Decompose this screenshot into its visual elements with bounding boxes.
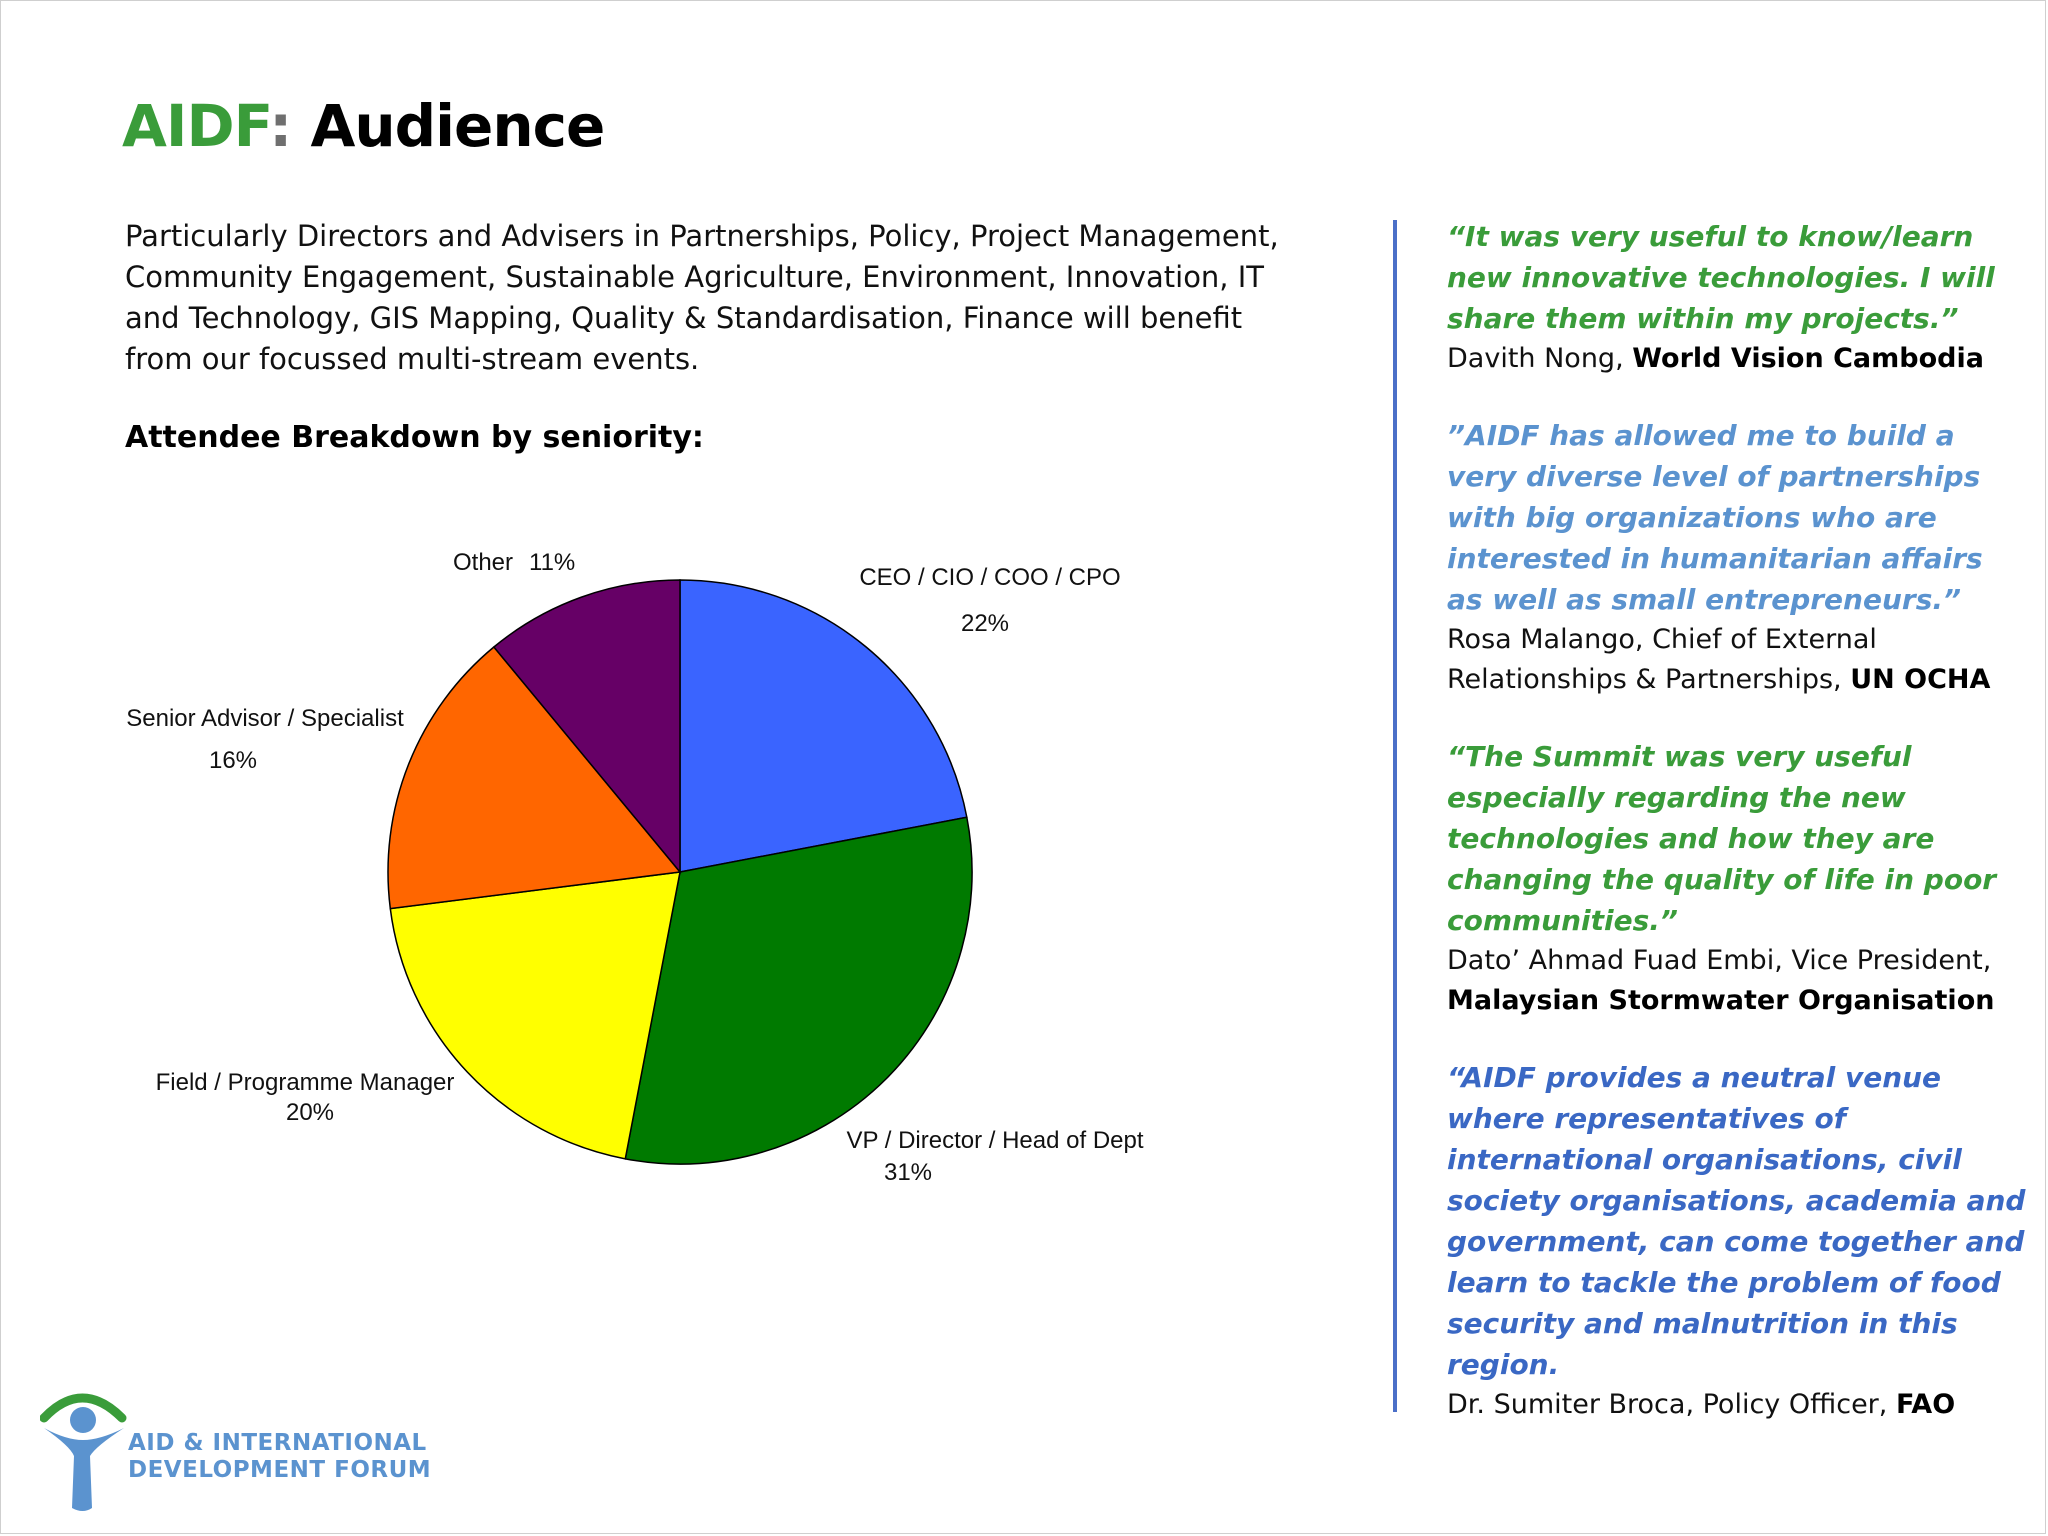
title-rest: Audience: [291, 92, 605, 160]
pie-category-label: CEO / CIO / COO / CPO: [859, 564, 1121, 591]
quote-text: ”AIDF has allowed me to build a very diverse level of partnerships with big organizations who are interested in humanitarian affairs as well as small entrepreneurs.”: [1447, 419, 1983, 616]
quote-attribution: [1447, 339, 2027, 379]
quote-organisation: FAO: [1895, 1389, 1956, 1420]
quote-organisation: UN OCHA: [1850, 664, 1991, 695]
quote-block: [1447, 736, 2027, 1021]
quote-attribution: [1447, 941, 2027, 1021]
pie-value-label: 16%: [208, 747, 258, 774]
pie-value-label: 31%: [883, 1159, 933, 1186]
logo-line-2: DEVELOPMENT FORUM: [128, 1457, 432, 1483]
title-colon: :: [269, 92, 292, 160]
quote-person: Davith Nong,: [1447, 343, 1633, 374]
aidf-logo: [40, 1384, 440, 1514]
quote-text: “AIDF provides a neutral venue where representatives of international organisations, civil society organisations, academia and government, can come together and learn to tackle the problem of food security and malnutrition in this region.: [1447, 1061, 2026, 1381]
quote-block: [1447, 415, 2027, 700]
logo-line-1: AID & INTERNATIONAL: [128, 1430, 427, 1456]
quote-text: “The Summit was very useful especially regarding the new technologies and how they are changing the quality of life in poor communities.”: [1447, 740, 1997, 937]
aidf-person-icon: [40, 1384, 130, 1514]
quote-attribution: [1447, 1385, 2027, 1425]
pie-value-label: 20%: [285, 1099, 335, 1126]
breakdown-heading: Attendee Breakdown by seniority:: [125, 420, 704, 455]
quote-organisation: Malaysian Stormwater Organisation: [1447, 985, 1995, 1016]
pie-category-label: Other: [453, 549, 514, 576]
testimonials: [1447, 216, 2027, 1461]
quote-block: [1447, 216, 2027, 379]
logo-wordmark: [128, 1430, 431, 1484]
quote-person: Dr. Sumiter Broca, Policy Officer,: [1447, 1389, 1896, 1420]
pie-category-label: VP / Director / Head of Dept: [846, 1127, 1144, 1154]
quote-organisation: World Vision Cambodia: [1632, 343, 1984, 374]
pie-category-label: Senior Advisor / Specialist: [126, 705, 404, 732]
column-divider: [1393, 220, 1397, 1412]
quote-attribution: [1447, 620, 2027, 700]
quote-block: [1447, 1057, 2027, 1425]
pie-value-label: 11%: [529, 549, 576, 576]
intro-paragraph: Particularly Directors and Advisers in Partnerships, Policy, Project Management, Community Engagement, Sustainable Agriculture, Environment, Innovation, IT and Technology, GIS Mapping, Quality & Standardisation, Finance will benefit from our focussed multi-stream events.: [125, 219, 1279, 376]
pie-value-label: 22%: [960, 610, 1010, 637]
quote-text: “It was very useful to know/learn new innovative technologies. I will share them within my projects.”: [1447, 220, 1995, 335]
title-brand: AIDF: [122, 92, 270, 160]
quote-person: Dato’ Ahmad Fuad Embi, Vice President,: [1447, 945, 1992, 976]
quote-person: Rosa Malango, Chief of External Relationships & Partnerships,: [1447, 624, 1877, 695]
pie-category-label: Field / Programme Manager: [155, 1069, 455, 1096]
